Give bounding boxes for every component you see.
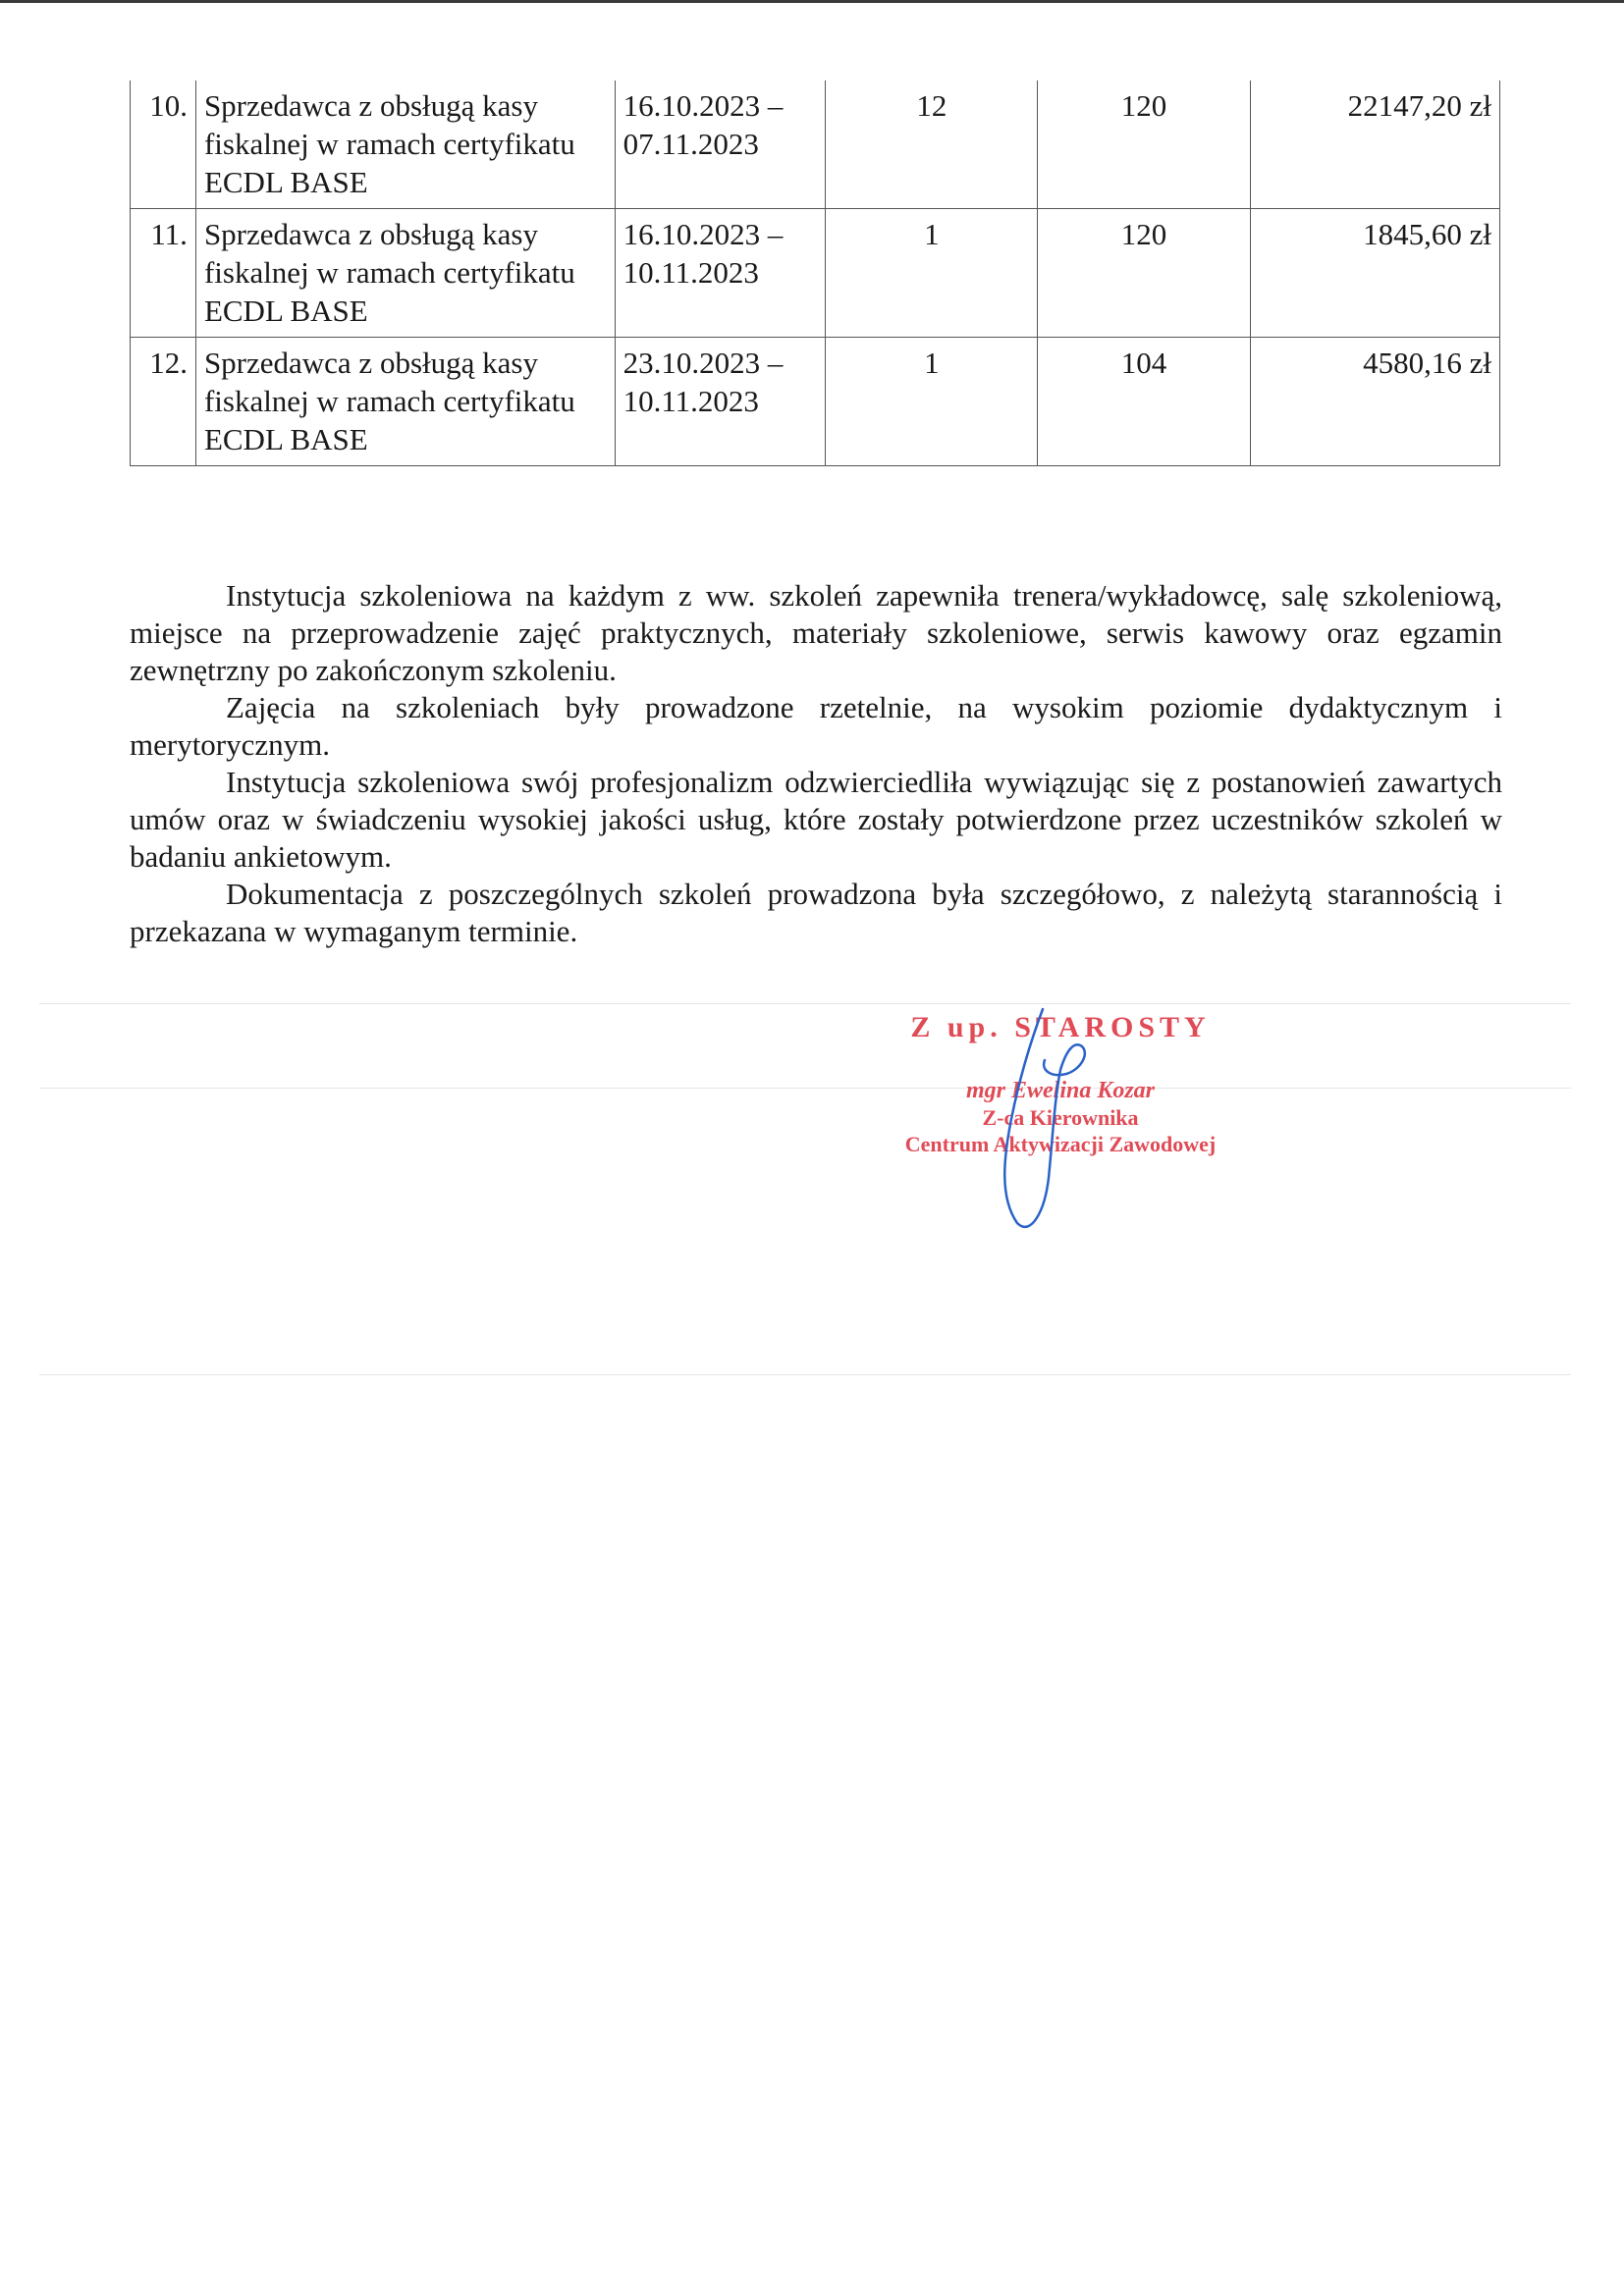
table-row xyxy=(131,80,1500,209)
scan-artifact-line xyxy=(39,1003,1571,1004)
training-table xyxy=(130,80,1500,466)
training-name: Sprzedawca z obsługą kasy fiskalnej w ramach certyfikatu ECDL BASE xyxy=(195,209,615,338)
page-top-edge xyxy=(0,0,1624,3)
handwritten-signature xyxy=(972,1001,1110,1237)
participants-count: 1 xyxy=(826,338,1038,466)
scan-artifact-line xyxy=(39,1374,1571,1375)
training-table-body xyxy=(131,80,1500,466)
training-name: Sprzedawca z obsługą kasy fiskalnej w ramach certyfikatu ECDL BASE xyxy=(195,80,615,209)
hours-count: 120 xyxy=(1038,209,1250,338)
training-name: Sprzedawca z obsługą kasy fiskalnej w ramach certyfikatu ECDL BASE xyxy=(195,338,615,466)
body-text xyxy=(130,577,1502,950)
training-cost: 22147,20 zł xyxy=(1250,80,1499,209)
table-row xyxy=(131,209,1500,338)
training-cost: 1845,60 zł xyxy=(1250,209,1499,338)
scan-artifact-line xyxy=(39,1088,1571,1089)
row-number: 10. xyxy=(131,80,196,209)
paragraph-quality: Zajęcia na szkoleniach były prowadzone rzetelnie, na wysokim poziomie dydaktycznym i merytorycznym. xyxy=(130,690,1502,762)
hours-count: 120 xyxy=(1038,80,1250,209)
stamp-signer-role: Z-ca Kierownika xyxy=(982,1105,1139,1130)
table-row xyxy=(131,338,1500,466)
training-dates: 23.10.2023 – 10.11.2023 xyxy=(615,338,826,466)
paragraph-documentation: Dokumentacja z poszczególnych szkoleń prowadzona była szczegółowo, z należytą starannością i przekazana w wymaganym terminie. xyxy=(130,877,1502,948)
training-dates: 16.10.2023 – 10.11.2023 xyxy=(615,209,826,338)
stamp-signer-name: mgr Ewelina Kozar xyxy=(965,1078,1156,1103)
participants-count: 1 xyxy=(826,209,1038,338)
participants-count: 12 xyxy=(826,80,1038,209)
stamp-institution: Centrum Aktywizacji Zawodowej xyxy=(904,1132,1217,1156)
training-cost: 4580,16 zł xyxy=(1250,338,1499,466)
hours-count: 104 xyxy=(1038,338,1250,466)
paragraph-services: Instytucja szkoleniowa na każdym z ww. szkoleń zapewniła trenera/wykładowcę, salę szkoleniową, miejsce na przeprowadzenie zajęć praktycznych, materiały szkoleniowe, serwis kawowy oraz egzamin zewnętrzny po zakończonym szkoleniu. xyxy=(130,578,1502,687)
training-dates: 16.10.2023 – 07.11.2023 xyxy=(615,80,826,209)
row-number: 12. xyxy=(131,338,196,466)
stamp-authority: Z up. STAROSTY xyxy=(910,1011,1211,1043)
paragraph-professionalism: Instytucja szkoleniowa swój profesjonalizm odzwierciedliła wywiązując się z postanowień zawartych umów oraz w świadczeniu wysokiej jakości usług, które zostały potwierdzone przez uczestników szkoleń w badaniu ankietowym. xyxy=(130,765,1502,874)
row-number: 11. xyxy=(131,209,196,338)
